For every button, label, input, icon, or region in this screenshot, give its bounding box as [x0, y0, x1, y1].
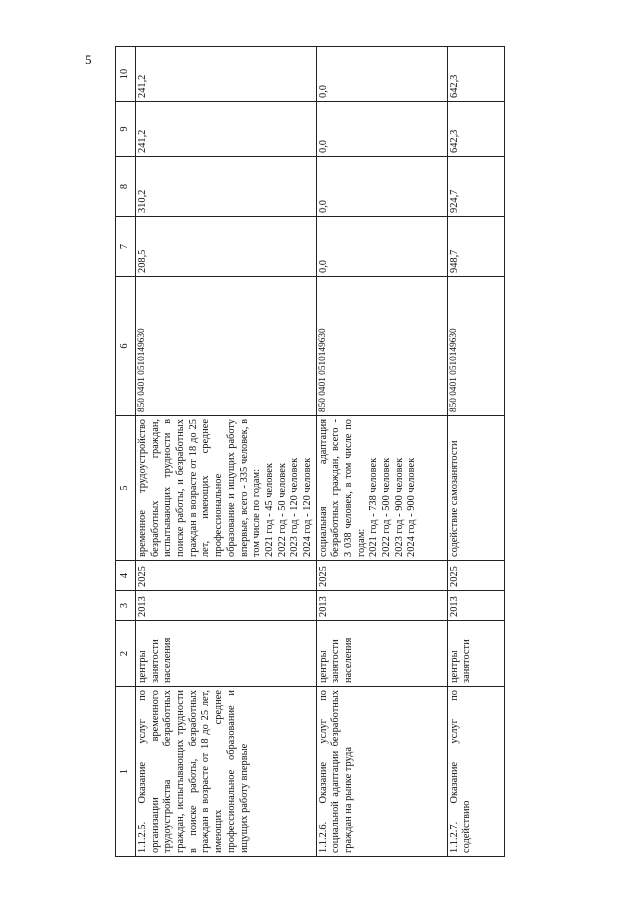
start-year-cell: 2013	[136, 591, 317, 621]
expected-result-cell	[316, 416, 447, 561]
result-line: 2023 год - 900 человек	[393, 457, 405, 557]
rotated-table-sheet	[115, 47, 473, 857]
end-year-cell: 2025	[447, 561, 504, 591]
amount-cell: 948,7	[447, 217, 504, 277]
col-header-7: 7	[116, 217, 136, 277]
start-year-cell: 2013	[316, 591, 447, 621]
col-header-2: 2	[116, 621, 136, 687]
amount-cell: 208,5	[136, 217, 317, 277]
col-header-4: 4	[116, 561, 136, 591]
col-header-6: 6	[116, 277, 136, 416]
col-header-5: 5	[116, 416, 136, 561]
result-line: 2024 год - 900 человек	[406, 457, 418, 557]
measure-name-cell: 1.1.2.6. Оказание услуг по социальной адаптации безработных граждан на рынке труда	[316, 687, 447, 857]
amount-cell: 310,2	[136, 157, 317, 217]
result-line: 2021 год - 45 человек	[263, 463, 275, 557]
table-row	[447, 47, 504, 857]
col-header-3: 3	[116, 591, 136, 621]
amount-cell: 0,0	[316, 102, 447, 157]
budget-code-cell: 850 0401 0510149630	[136, 277, 317, 416]
amount-cell: 642,3	[447, 102, 504, 157]
executor-cell: центры занятости	[447, 621, 504, 687]
header-row	[116, 47, 136, 857]
col-header-8: 8	[116, 157, 136, 217]
result-line: 2024 год - 120 человек	[301, 457, 313, 557]
measures-table	[115, 46, 505, 857]
result-line: временное трудоустройство безработных граждан, испытывающих трудности в поиске работы, и безработных граждан в возрасте от 18 до 25 лет, имеющих среднее профессиональное образование и ищущих работу впервые, всего - 335 человек, в том числе по годам:	[137, 419, 263, 557]
result-line: 2022 год - 50 человек	[276, 463, 288, 557]
result-line: 2021 год - 738 человек	[368, 457, 380, 557]
budget-code-cell: 850 0401 0510149630	[316, 277, 447, 416]
amount-cell: 0,0	[316, 157, 447, 217]
executor-cell: центры занятости населения	[136, 621, 317, 687]
expected-result-cell	[447, 416, 504, 561]
amount-cell: 0,0	[316, 47, 447, 102]
start-year-cell: 2013	[447, 591, 504, 621]
expected-result-cell	[136, 416, 317, 561]
amount-cell: 0,0	[316, 217, 447, 277]
result-line: содействие самозанятости	[448, 440, 460, 557]
amount-cell: 924,7	[447, 157, 504, 217]
col-header-9: 9	[116, 102, 136, 157]
table-row	[316, 47, 447, 857]
end-year-cell: 2025	[316, 561, 447, 591]
measure-name-cell: 1.1.2.5. Оказание услуг по организации временного трудоустройства безработных граждан, испытывающих трудности в поиске работы, безработных граждан в возрасте от 18 до 25 лет, имеющих среднее профессиональное образование и ищущих работу впервые	[136, 687, 317, 857]
amount-cell: 642,3	[447, 47, 504, 102]
result-line: 2023 год - 120 человек	[289, 457, 301, 557]
result-line: социальная адаптация безработных граждан, всего - 3 038 человек, в том числе по годам:	[317, 419, 367, 557]
amount-cell: 241,2	[136, 47, 317, 102]
executor-cell: центры занятости населения	[316, 621, 447, 687]
col-header-10: 10	[116, 47, 136, 102]
col-header-1: 1	[116, 687, 136, 857]
budget-code-cell: 850 0401 0510149630	[447, 277, 504, 416]
page-number: 5	[85, 52, 92, 67]
end-year-cell: 2025	[136, 561, 317, 591]
measure-name-cell: 1.1.2.7. Оказание услуг по содействию	[447, 687, 504, 857]
table-row	[136, 47, 317, 857]
result-line: 2022 год - 500 человек	[381, 457, 393, 557]
amount-cell: 241,2	[136, 102, 317, 157]
